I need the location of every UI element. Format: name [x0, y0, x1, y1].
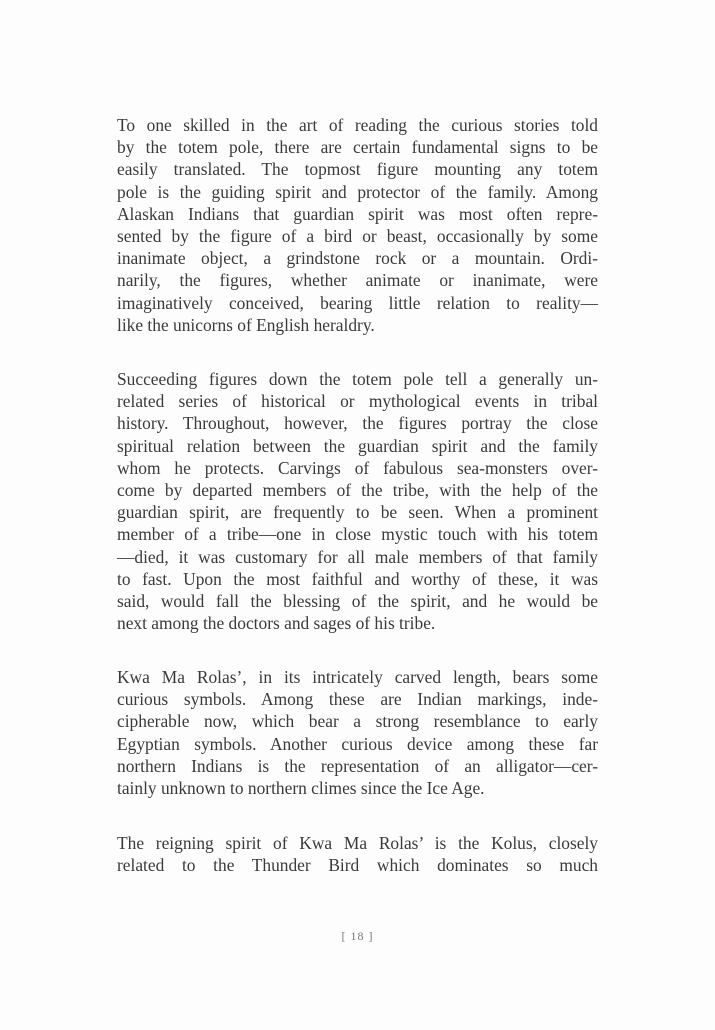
paragraph-1-line: by the totem pole, there are certain fundamental signs to be: [117, 137, 598, 158]
paragraph-3-line: northern Indians is the representation of an alligator—cer-: [117, 755, 598, 776]
paragraph-1-line: imaginatively conceived, bearing little relation to reality—: [117, 292, 598, 313]
paragraph-4-line: related to the Thunder Bird which dominates so much: [117, 855, 598, 876]
paragraph-1-line: sented by the figure of a bird or beast, occasionally by some: [117, 226, 598, 247]
paragraph-2-line: history. Throughout, however, the figures portray the close: [117, 413, 598, 434]
paragraph-1-line: narily, the figures, whether animate or inanimate, were: [117, 270, 598, 291]
paragraph-1-line: Alaskan Indians that guardian spirit was most often repre-: [117, 203, 598, 224]
paragraph-4: [117, 832, 598, 876]
paragraph-3-line: Egyptian symbols. Another curious device among these far: [117, 733, 598, 754]
paragraph-2-line: next among the doctors and sages of his tribe.: [117, 613, 436, 634]
paragraph-1-line: pole is the guiding spirit and protector of the family. Among: [117, 181, 598, 202]
paragraph-3-line: tainly unknown to northern climes since the Ice Age.: [117, 778, 485, 799]
paragraph-1: [117, 114, 598, 336]
paragraph-2-line: —died, it was customary for all male members of that family: [117, 546, 598, 567]
paragraph-2-line: said, would fall the blessing of the spirit, and he would be: [117, 591, 598, 612]
paragraph-3: [117, 666, 598, 799]
paragraph-2-line: whom he protects. Carvings of fabulous sea-monsters over-: [117, 457, 598, 478]
paragraph-2-line: to fast. Upon the most faithful and worthy of these, it was: [117, 568, 598, 589]
paragraph-2-line: come by departed members of the tribe, with the help of the: [117, 480, 598, 501]
paragraph-4-line: The reigning spirit of Kwa Ma Rolas’ is the Kolus, closely: [117, 833, 598, 853]
paragraph-1-line: To one skilled in the art of reading the curious stories told: [117, 115, 598, 135]
paragraph-2: [117, 368, 598, 634]
paragraph-3-line: cipherable now, which bear a strong resemblance to early: [117, 711, 598, 732]
paragraph-1-line: like the unicorns of English heraldry.: [117, 314, 375, 335]
paragraph-2-line: Succeeding figures down the totem pole tell a generally un-: [117, 369, 598, 389]
paragraph-1-line: easily translated. The topmost figure mounting any totem: [117, 159, 598, 180]
paragraph-3-line: Kwa Ma Rolas’, in its intricately carved length, bears some: [117, 667, 598, 687]
paragraph-1-line: inanimate object, a grindstone rock or a mountain. Ordi-: [117, 248, 598, 269]
paragraph-2-line: member of a tribe—one in close mystic touch with his totem: [117, 524, 598, 545]
paragraph-3-line: curious symbols. Among these are Indian markings, inde-: [117, 689, 598, 710]
paragraph-2-line: related series of historical or mythological events in tribal: [117, 391, 598, 412]
page-number: [ 18 ]: [341, 929, 374, 943]
paragraph-2-line: spiritual relation between the guardian spirit and the family: [117, 435, 598, 456]
paragraph-2-line: guardian spirit, are frequently to be seen. When a prominent: [117, 502, 598, 523]
